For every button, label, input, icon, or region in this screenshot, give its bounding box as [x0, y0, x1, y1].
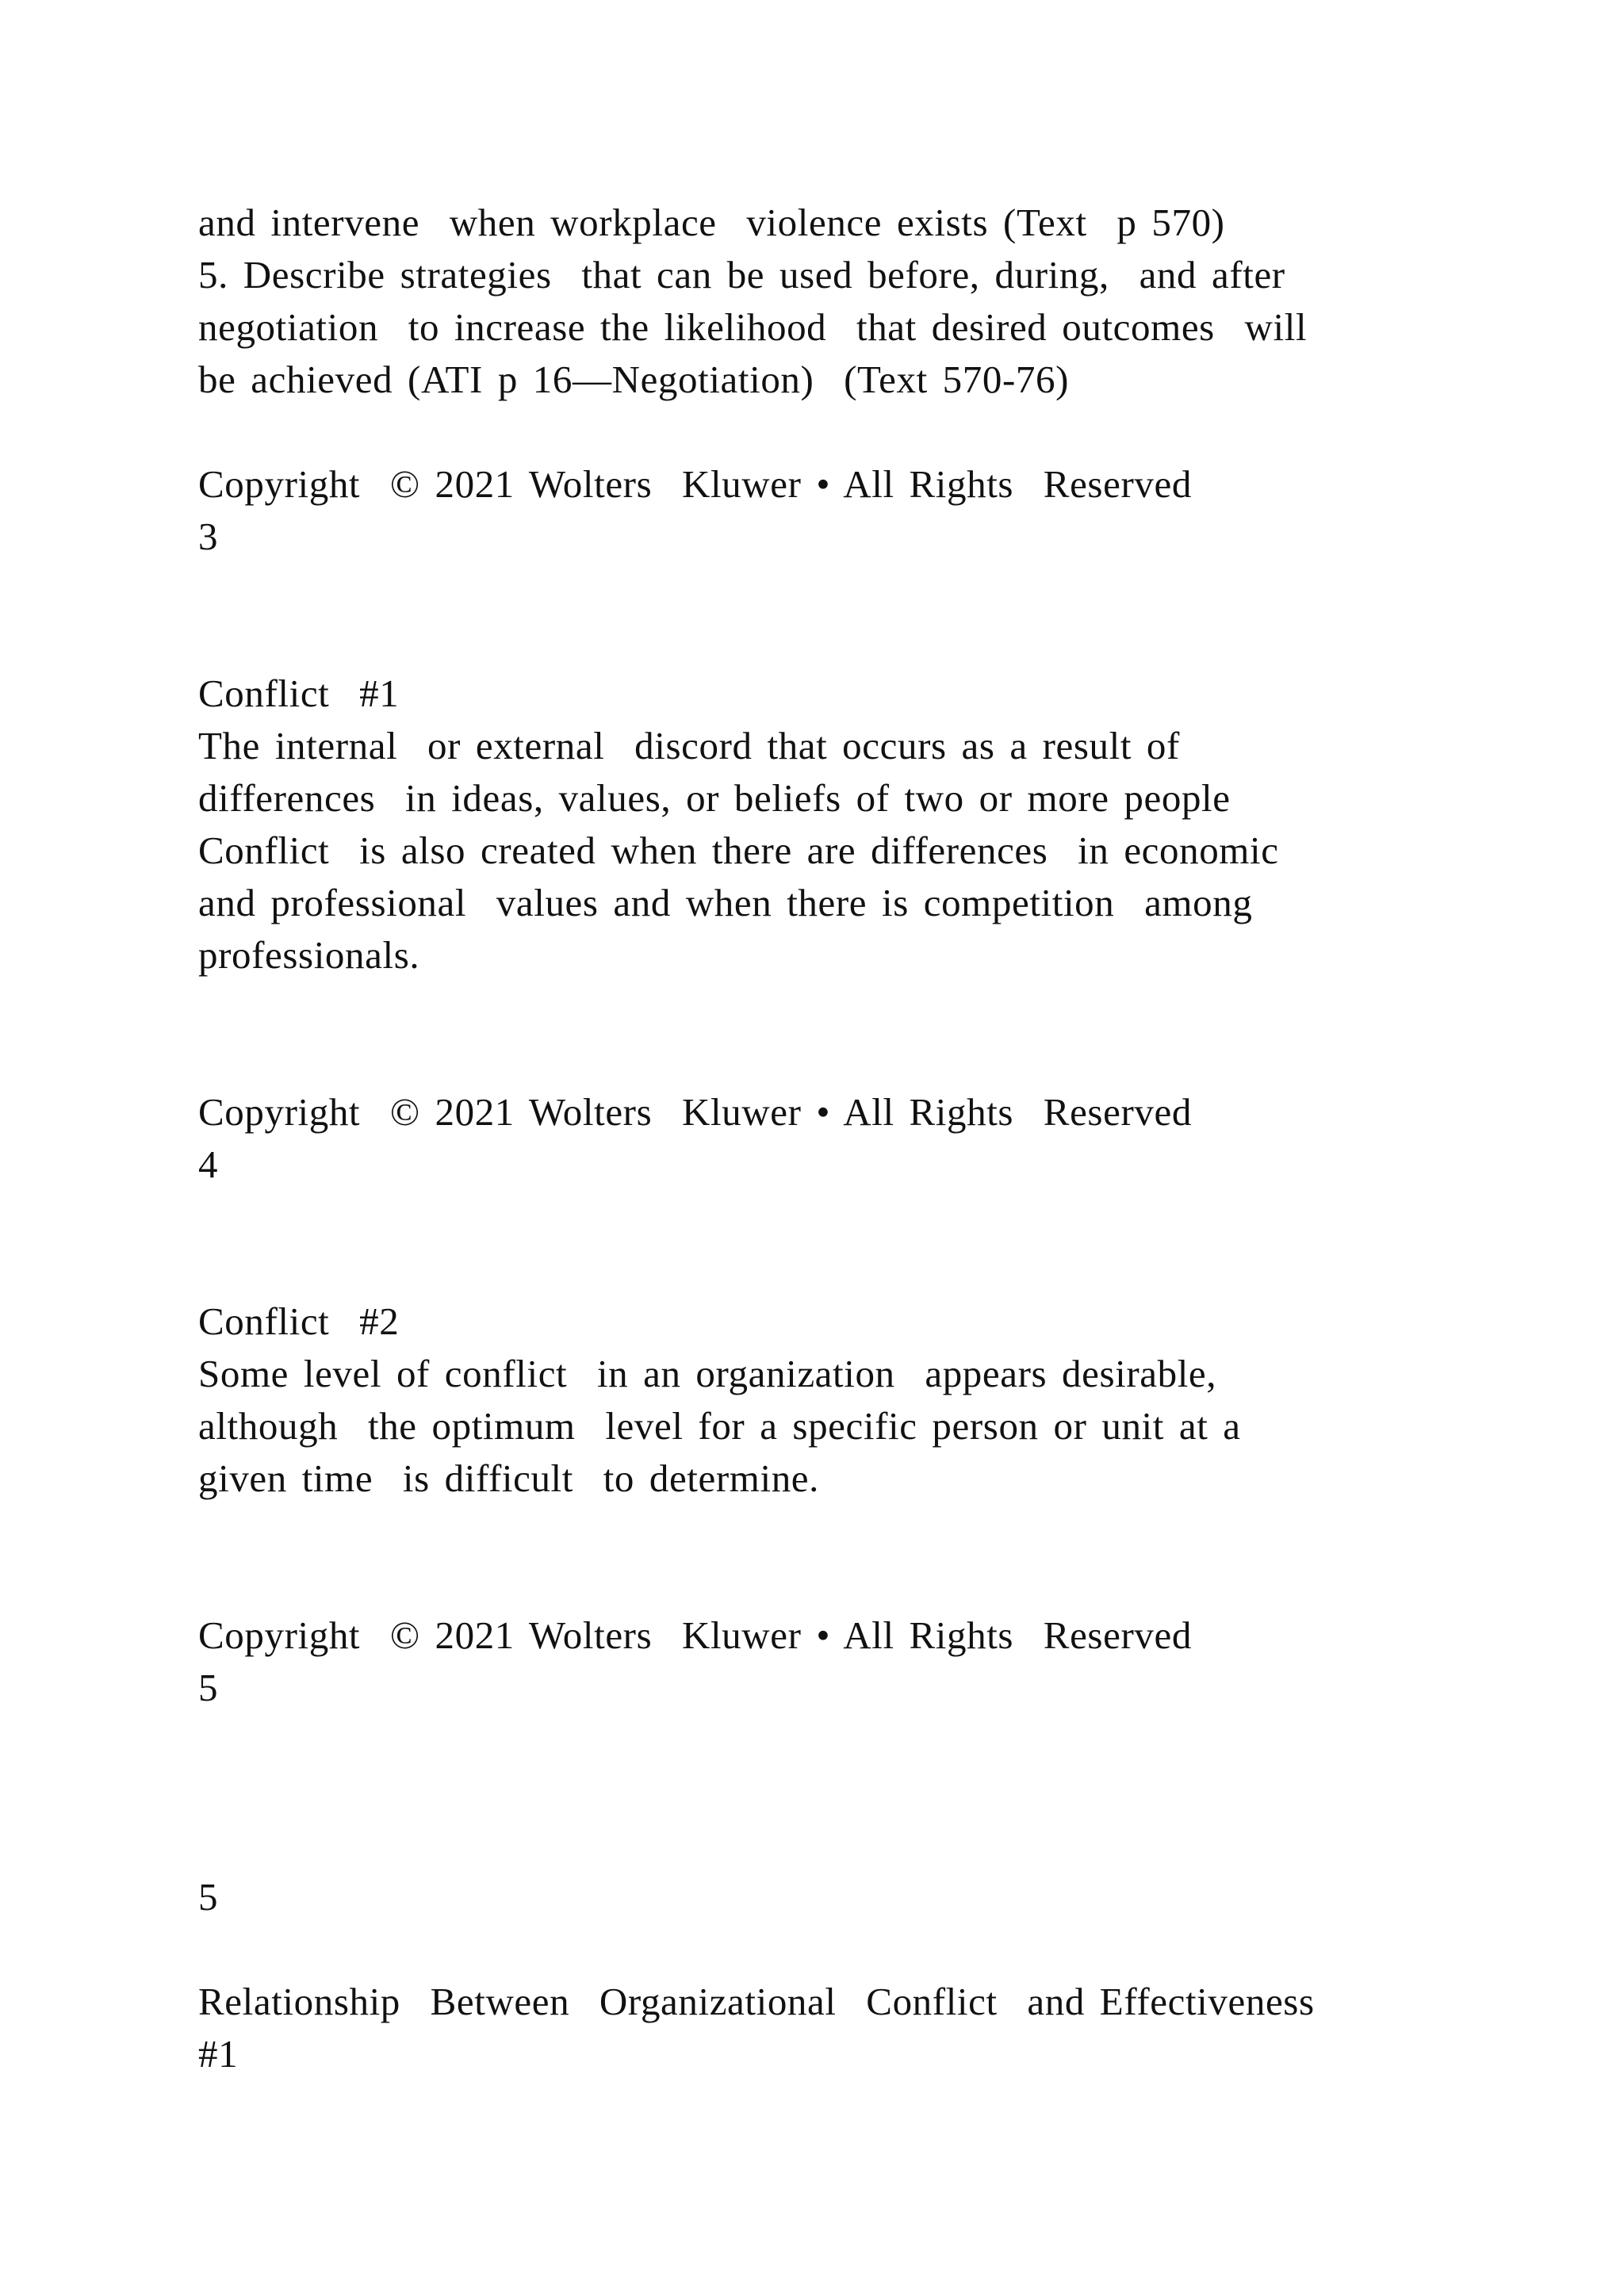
body-line: given time is difficult to determine. — [198, 1456, 820, 1500]
body-line: professionals. — [198, 933, 420, 977]
body-line: Conflict is also created when there are differences in economic — [198, 828, 1279, 872]
copyright-notice: Copyright © 2021 Wolters Kluwer • All Rights Reserved — [198, 462, 1192, 506]
slide-number: 5 — [198, 1875, 219, 1919]
objective-line: negotiation to increase the likelihood that desired outcomes will — [198, 305, 1308, 349]
slide-number: 4 — [198, 1142, 219, 1186]
section-title-suffix: #1 — [198, 2032, 239, 2076]
body-line: although the optimum level for a specific person or unit at a — [198, 1404, 1241, 1448]
section-title: Relationship Between Organizational Conflict and Effectiveness — [198, 1980, 1315, 2023]
objective-line: 5. Describe strategies that can be used before, during, and after — [198, 253, 1285, 297]
slide-number: 5 — [198, 1666, 219, 1709]
slide-number: 3 — [198, 515, 219, 558]
objective-line: and intervene when workplace violence exists (Text p 570) — [198, 201, 1225, 244]
section-title: Conflict #1 — [198, 672, 400, 715]
body-line: The internal or external discord that occurs as a result of — [198, 724, 1180, 767]
body-line: and professional values and when there is competition among — [198, 881, 1253, 924]
objective-line: be achieved (ATI p 16—Negotiation) (Text 570-76) — [198, 358, 1070, 401]
copyright-notice: Copyright © 2021 Wolters Kluwer • All Rights Reserved — [198, 1090, 1192, 1134]
body-line: Some level of conflict in an organization appears desirable, — [198, 1352, 1217, 1395]
copyright-notice: Copyright © 2021 Wolters Kluwer • All Rights Reserved — [198, 1613, 1192, 1657]
body-line: differences in ideas, values, or beliefs of two or more people — [198, 776, 1231, 820]
section-title: Conflict #2 — [198, 1299, 400, 1343]
